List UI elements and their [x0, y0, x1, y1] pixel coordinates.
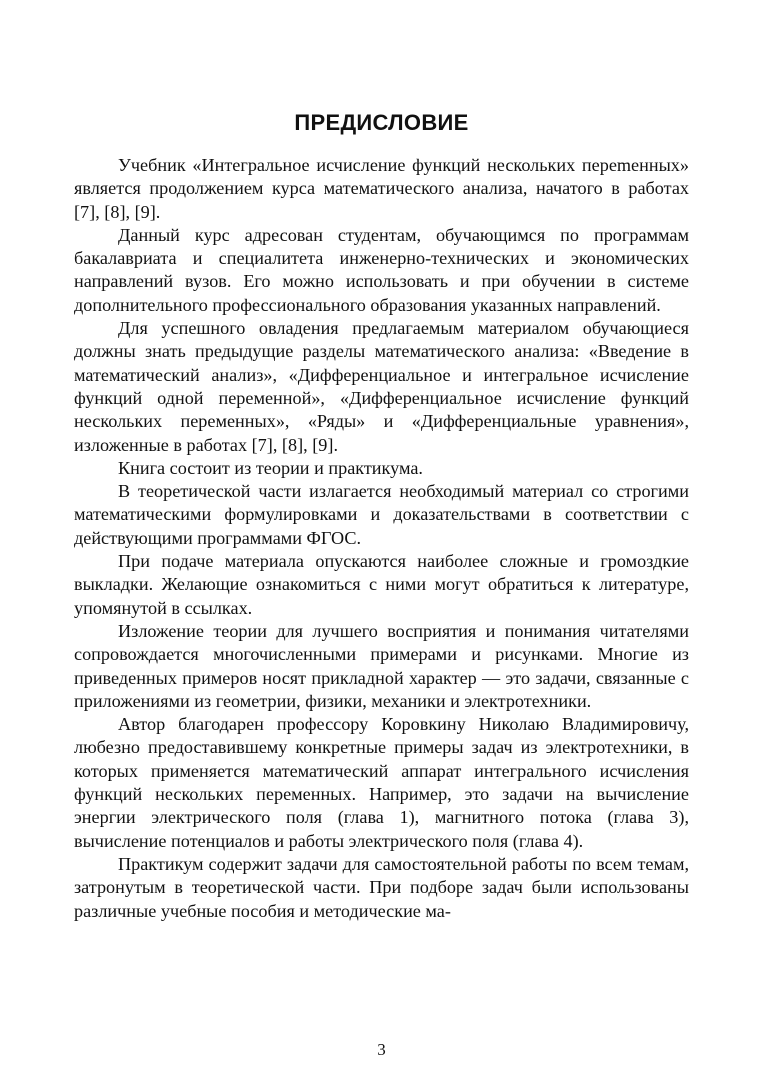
body-text: [74, 154, 689, 923]
paragraph: Практикум содержит задачи для самостоятельной работы по всем темам, затронутым в теоретической части. При подборе задач были использованы различные учебные пособия и методические ма-: [74, 853, 689, 921]
page-number: 3: [377, 1040, 386, 1059]
paragraph: В теоретической части излагается необходимый материал со строгими математическими формулировками и доказательствами в соответствии с действующими программами ФГОС.: [74, 481, 689, 548]
paragraph: Данный курс адресован студентам, обучающимся по программам бакалавриата и специалитета инженерно-технических и экономических направлений вузов. Его можно использовать и при обучении в системе дополнительного профессионального образования указанных направлений.: [74, 224, 689, 315]
paragraph: Для успешного овладения предлагаемым материалом обучающиеся должны знать предыдущие разделы математического анализа: «Введение в математический анализ», «Дифференциальное и интегральное исчисление функций одной переменной», «Дифференциальное исчисление функций нескольких переменных», «Ряды» и «Дифференциальные уравнения», изложенные в работах [7], [8], [9].: [74, 318, 689, 455]
page-title: ПРЕДИСЛОВИЕ: [294, 110, 469, 135]
paragraph: Автор благодарен профессору Коровкину Николаю Владимировичу, любезно предоставившему конкретные примеры задач из электротехники, в которых применяется математический аппарат интегрального исчисления функций нескольких переменных. Например, это задачи на вычисление энергии электрического поля (глава 1), магнитного потока (глава 3), вычисление потенциалов и работы электрического поля (глава 4).: [74, 714, 689, 851]
paragraph: Изложение теории для лучшего восприятия и понимания читателями сопровождается многочисленными примерами и рисунками. Многие из приведенных примеров носят прикладной характер — это задачи, связанные с приложениями из геометрии, физики, механики и электротехники.: [74, 620, 689, 711]
paragraph: При подаче материала опускаются наиболее сложные и громоздкие выкладки. Желающие ознакомиться с ними могут обратиться к литературе, упомянутой в ссылках.: [74, 551, 689, 618]
paragraph: Учебник «Интегральное исчисление функций нескольких переmенных» является продолжением курса математического анализа, начатого в работах [7], [8], [9].: [74, 155, 689, 222]
paragraph: Книга состоит из теории и практикума.: [118, 457, 423, 478]
